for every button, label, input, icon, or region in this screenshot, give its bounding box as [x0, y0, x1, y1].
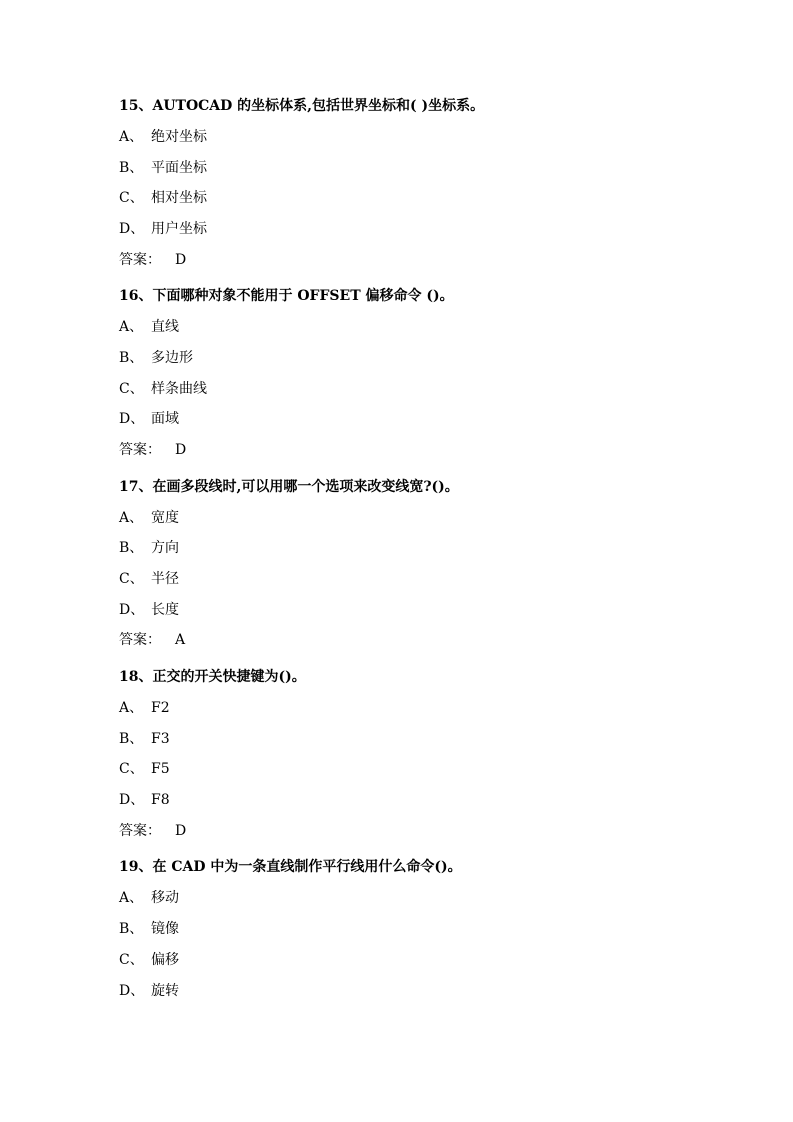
option-label: B、: [119, 921, 144, 937]
question-19-option-b: [119, 919, 179, 939]
answer-value: D: [175, 823, 187, 839]
option-label: D、: [119, 221, 145, 237]
option-label: A、: [119, 510, 144, 526]
option-label: A、: [119, 700, 144, 716]
option-label: C、: [119, 381, 144, 397]
question-18-option-d: [119, 790, 170, 810]
option-text: 绝对坐标: [151, 129, 207, 145]
question-16-option-c: [119, 379, 207, 399]
option-label: B、: [119, 160, 144, 176]
question-16-stem: 16、下面哪种对象不能用于 OFFSET 偏移命令 ()。: [119, 288, 454, 304]
question-17-option-b: [119, 538, 179, 558]
option-text: F3: [151, 731, 170, 747]
question-19-option-a: [119, 888, 179, 908]
question-18-option-c: [119, 759, 170, 779]
option-text: 半径: [151, 571, 179, 587]
question-15-option-c: [119, 188, 207, 208]
question-17-option-a: [119, 508, 179, 528]
option-text: F2: [151, 700, 170, 716]
option-label: D、: [119, 983, 145, 999]
answer-value: D: [175, 442, 187, 458]
option-text: 镜像: [151, 921, 179, 937]
option-text: 方向: [151, 540, 179, 556]
question-17-answer: [119, 630, 185, 650]
question-15-option-a: [119, 127, 207, 147]
question-17-option-d: [119, 600, 179, 620]
option-text: 平面坐标: [151, 160, 207, 176]
question-19-option-d: [119, 981, 179, 1001]
question-16-option-a: [119, 317, 179, 337]
option-text: 用户坐标: [151, 221, 207, 237]
option-text: 相对坐标: [151, 190, 207, 206]
question-18-option-a: [119, 698, 170, 718]
option-text: F8: [151, 792, 170, 808]
option-text: 宽度: [151, 510, 179, 526]
question-15-answer: [119, 250, 186, 270]
question-18-option-b: [119, 729, 170, 749]
question-18-stem: 18、正交的开关快捷键为()。: [119, 669, 306, 685]
option-label: C、: [119, 571, 144, 587]
option-text: 样条曲线: [151, 381, 207, 397]
option-label: B、: [119, 731, 144, 747]
option-label: C、: [119, 952, 144, 968]
answer-label: 答案：: [119, 252, 161, 268]
option-text: 移动: [151, 890, 179, 906]
question-16-option-d: [119, 409, 179, 429]
answer-value: D: [175, 252, 187, 268]
question-15-stem: 15、AUTOCAD 的坐标体系,包括世界坐标和( )坐标系。: [119, 98, 485, 114]
answer-label: 答案：: [119, 632, 161, 648]
question-19-stem: 19、在 CAD 中为一条直线制作平行线用什么命令()。: [119, 859, 462, 875]
option-label: B、: [119, 350, 144, 366]
question-17-option-c: [119, 569, 179, 589]
question-16-option-b: [119, 348, 193, 368]
option-label: B、: [119, 540, 144, 556]
question-17-stem: 17、在画多段线时,可以用哪一个选项来改变线宽?()。: [119, 479, 459, 495]
question-19-option-c: [119, 950, 179, 970]
option-text: 长度: [151, 602, 179, 618]
answer-label: 答案：: [119, 823, 161, 839]
question-15-option-d: [119, 219, 207, 239]
answer-label: 答案：: [119, 442, 161, 458]
question-18-answer: [119, 821, 186, 841]
option-label: D、: [119, 792, 145, 808]
option-text: 旋转: [151, 983, 179, 999]
question-16-answer: [119, 440, 186, 460]
option-text: F5: [151, 761, 170, 777]
option-label: C、: [119, 761, 144, 777]
question-15-option-b: [119, 158, 207, 178]
answer-value: A: [175, 632, 186, 648]
option-label: C、: [119, 190, 144, 206]
option-text: 面域: [151, 411, 179, 427]
option-text: 多边形: [151, 350, 193, 366]
option-label: A、: [119, 890, 144, 906]
option-label: A、: [119, 129, 144, 145]
option-label: D、: [119, 411, 145, 427]
option-label: D、: [119, 602, 145, 618]
option-label: A、: [119, 319, 144, 335]
option-text: 偏移: [151, 952, 179, 968]
option-text: 直线: [151, 319, 179, 335]
